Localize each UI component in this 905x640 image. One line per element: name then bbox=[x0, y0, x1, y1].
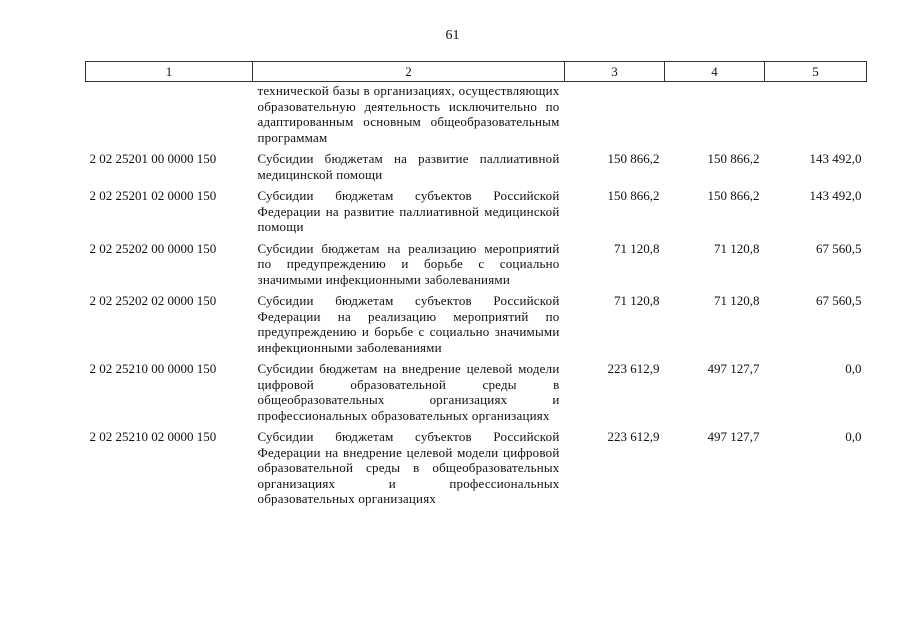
column-header-4: 4 bbox=[665, 62, 765, 82]
amount-col-4: 150 866,2 bbox=[707, 188, 760, 203]
amount-col-5: 0,0 bbox=[845, 361, 862, 376]
budget-code: 2 02 25202 02 0000 150 bbox=[89, 293, 217, 308]
amount-col-3: 223 612,9 bbox=[607, 429, 660, 444]
amount-col-3: 223 612,9 bbox=[607, 361, 660, 376]
budget-description: Субсидии бюджетам субъектов Российской Федерации на развитие паллиативной медицинской помощи bbox=[257, 188, 560, 234]
amount-col-5 bbox=[765, 82, 867, 152]
budget-code: 2 02 25201 02 0000 150 bbox=[89, 188, 217, 203]
budget-description: Субсидии бюджетам на развитие паллиативной медицинской помощи bbox=[257, 151, 560, 182]
amount-col-4: 497 127,7 bbox=[707, 361, 760, 376]
table-row bbox=[86, 293, 867, 361]
amount-col-4: 497 127,7 bbox=[707, 429, 760, 444]
amount-col-5: 143 492,0 bbox=[809, 151, 862, 166]
amount-col-3: 71 120,8 bbox=[614, 293, 660, 308]
amount-col-4: 71 120,8 bbox=[714, 293, 760, 308]
budget-description: Субсидии бюджетам субъектов Российской Федерации на внедрение целевой модели цифровой образовательной среды в общеобразовательных организациях и профессиональных образовательных организациях bbox=[257, 429, 560, 506]
budget-description: Субсидии бюджетам на реализацию мероприятий по предупреждению и борьбе с социально значимыми инфекционными заболеваниями bbox=[257, 240, 560, 287]
budget-code: 2 02 25210 00 0000 150 bbox=[89, 361, 217, 376]
table-row bbox=[86, 241, 867, 294]
budget-code: 2 02 25202 00 0000 150 bbox=[89, 240, 217, 256]
column-number-header-row bbox=[86, 62, 867, 82]
budget-revenue-table bbox=[85, 61, 867, 513]
amount-col-4: 150 866,2 bbox=[707, 151, 760, 166]
amount-col-5: 67 560,5 bbox=[816, 240, 862, 256]
budget-description: технической базы в организациях, осуществляющих образовательную деятельность исключительно по адаптированным основным общеобразовательным программам bbox=[257, 83, 560, 145]
amount-col-3: 71 120,8 bbox=[614, 240, 660, 256]
table-row bbox=[86, 82, 867, 152]
budget-code bbox=[86, 82, 253, 152]
amount-col-3: 150 866,2 bbox=[607, 188, 660, 203]
amount-col-4 bbox=[665, 82, 765, 152]
amount-col-4: 71 120,8 bbox=[714, 240, 760, 256]
budget-code: 2 02 25210 02 0000 150 bbox=[89, 429, 217, 444]
budget-description: Субсидии бюджетам субъектов Российской Федерации на реализацию мероприятий по предупреждению и борьбе с социально значимыми инфекционными заболеваниями bbox=[257, 293, 560, 355]
page-number: 61 bbox=[445, 28, 460, 43]
table-row bbox=[86, 429, 867, 513]
amount-col-3 bbox=[565, 82, 665, 152]
table-row bbox=[86, 188, 867, 241]
table-row bbox=[86, 361, 867, 429]
column-header-2: 2 bbox=[253, 62, 565, 82]
table-row bbox=[86, 151, 867, 188]
column-header-5: 5 bbox=[765, 62, 867, 82]
budget-description: Субсидии бюджетам на внедрение целевой модели цифровой образовательной среды в общеобразовательных организациях и профессиональных образовательных организациях bbox=[257, 361, 560, 423]
amount-col-5: 67 560,5 bbox=[816, 293, 862, 308]
amount-col-5: 143 492,0 bbox=[809, 188, 862, 203]
budget-code: 2 02 25201 00 0000 150 bbox=[89, 151, 217, 166]
column-header-3: 3 bbox=[565, 62, 665, 82]
amount-col-3: 150 866,2 bbox=[607, 151, 660, 166]
amount-col-5: 0,0 bbox=[845, 429, 862, 444]
column-header-1: 1 bbox=[86, 62, 253, 82]
